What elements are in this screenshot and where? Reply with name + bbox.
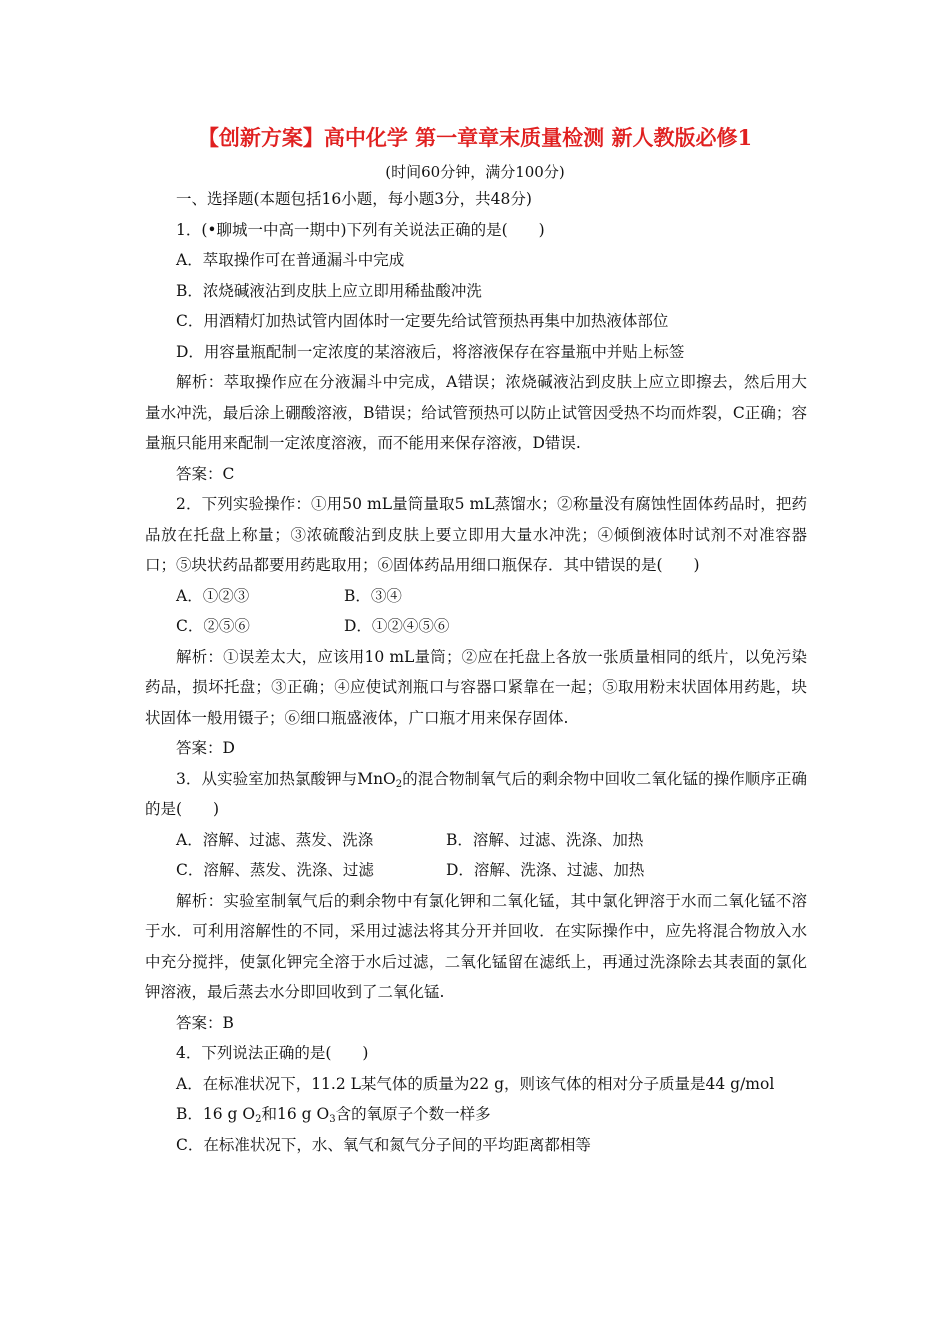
q2-options-row-2 (145, 611, 807, 642)
document-body (145, 184, 807, 1160)
q3-stem-part: 3．从实验室加热氯酸钾与MnO (176, 769, 396, 788)
q1-answer: 答案：C (176, 464, 235, 483)
q1-stem: 1．(•聊城一中高一期中)下列有关说法正确的是( ) (176, 220, 545, 239)
q4-option-b-subscript: 3 (329, 1114, 336, 1125)
document-title: 【创新方案】高中化学 第一章章末质量检测 新人教版必修1 (197, 125, 753, 150)
q2-option-c: C．②⑤⑥ (176, 617, 250, 635)
q4-option-c: C．在标准状况下，水、氧气和氮气分子间的平均距离都相等 (176, 1135, 591, 1154)
q4-option-b-part: B．16 g O (176, 1105, 256, 1123)
q1-option-a: A．萃取操作可在普通漏斗中完成 (176, 251, 405, 269)
q3-options-row-2 (145, 855, 807, 886)
section-heading: 一、选择题(本题包括16小题，每小题3分，共48分) (176, 190, 532, 208)
q4-option-a: A．在标准状况下，11.2 L某气体的质量为22 g，则该气体的相对分子质量是44 g/mol (176, 1074, 775, 1093)
q1-option-b: B．浓烧碱液沾到皮肤上应立即用稀盐酸冲洗 (176, 281, 482, 300)
q4-option-b-subscript: 2 (255, 1114, 262, 1125)
q2-option-d: D．①②④⑤⑥ (344, 617, 450, 635)
q2-option-b: B．③④ (344, 586, 402, 605)
q1-analysis: 解析：萃取操作应在分液漏斗中完成，A错误；浓烧碱液沾到皮肤上应立即擦去，然后用大量水冲洗，最后涂上硼酸溶液，B错误；给试管预热可以防止试管因受热不均而炸裂，C正确；容量瓶只能用来配制一定浓度溶液，而不能用来保存溶液，D错误. (145, 373, 807, 452)
q3-option-a: A．溶解、过滤、蒸发、洗涤 (176, 830, 374, 849)
q3-option-b: B．溶解、过滤、洗涤、加热 (446, 830, 644, 849)
q4-option-b (145, 1099, 807, 1130)
q3-option-d: D．溶解、洗涤、过滤、加热 (446, 861, 645, 879)
document-subtitle: (时间60分钟，满分100分) (385, 163, 565, 181)
q2-stem: 2．下列实验操作：①用50 mL量筒量取5 mL蒸馏水；②称量没有腐蚀性固体药品时，把药品放在托盘上称量；③浓硫酸沾到皮肤上要立即用大量水冲洗；④倾倒液体时试剂不对准容器口；⑤块状药品都要用药匙取用；⑥固体药品用细口瓶保存．其中错误的是( ) (145, 495, 807, 574)
q3-options-row-1 (145, 825, 807, 856)
q4-stem: 4．下列说法正确的是( ) (176, 1044, 369, 1062)
q1-option-c: C．用酒精灯加热试管内固体时一定要先给试管预热再集中加热液体部位 (176, 312, 669, 330)
q3-stem-part: 的混合物制氧气后的剩余物中回收二氧化锰的操作顺序正确的是( ) (145, 769, 807, 818)
q4-option-b-part: 和16 g O (261, 1105, 330, 1123)
q4-option-b-part: 含的氧原子个数一样多 (335, 1105, 491, 1123)
q1-option-d: D．用容量瓶配制一定浓度的某溶液后，将溶液保存在容量瓶中并贴上标签 (176, 342, 685, 361)
q3-answer: 答案：B (176, 1013, 234, 1032)
q3-stem-subscript: 2 (395, 778, 403, 790)
q2-answer: 答案：D (176, 739, 235, 757)
q2-option-a: A．①②③ (176, 586, 250, 605)
q2-options-row-1 (145, 581, 807, 612)
q3-stem (145, 764, 807, 825)
q3-analysis: 解析：实验室制氧气后的剩余物中有氯化钾和二氧化锰，其中氯化钾溶于水而二氧化锰不溶于水．可利用溶解性的不同，采用过滤法将其分开并回收．在实际操作中，应先将混合物放入水中充分搅拌，使氯化钾完全溶于水后过滤，二氧化锰留在滤纸上，再通过洗涤除去其表面的氯化钾溶液，最后蒸去水分即回收到了二氧化锰. (145, 891, 807, 1001)
q3-option-c: C．溶解、蒸发、洗涤、过滤 (176, 861, 374, 879)
q2-analysis: 解析：①误差太大，应该用10 mL量筒；②应在托盘上各放一张质量相同的纸片，以免污染药品，损坏托盘；③正确；④应使试剂瓶口与容器口紧靠在一起；⑤取用粉末状固体用药匙，块状固体一般用镊子；⑥细口瓶盛液体，广口瓶才用来保存固体. (145, 647, 807, 727)
